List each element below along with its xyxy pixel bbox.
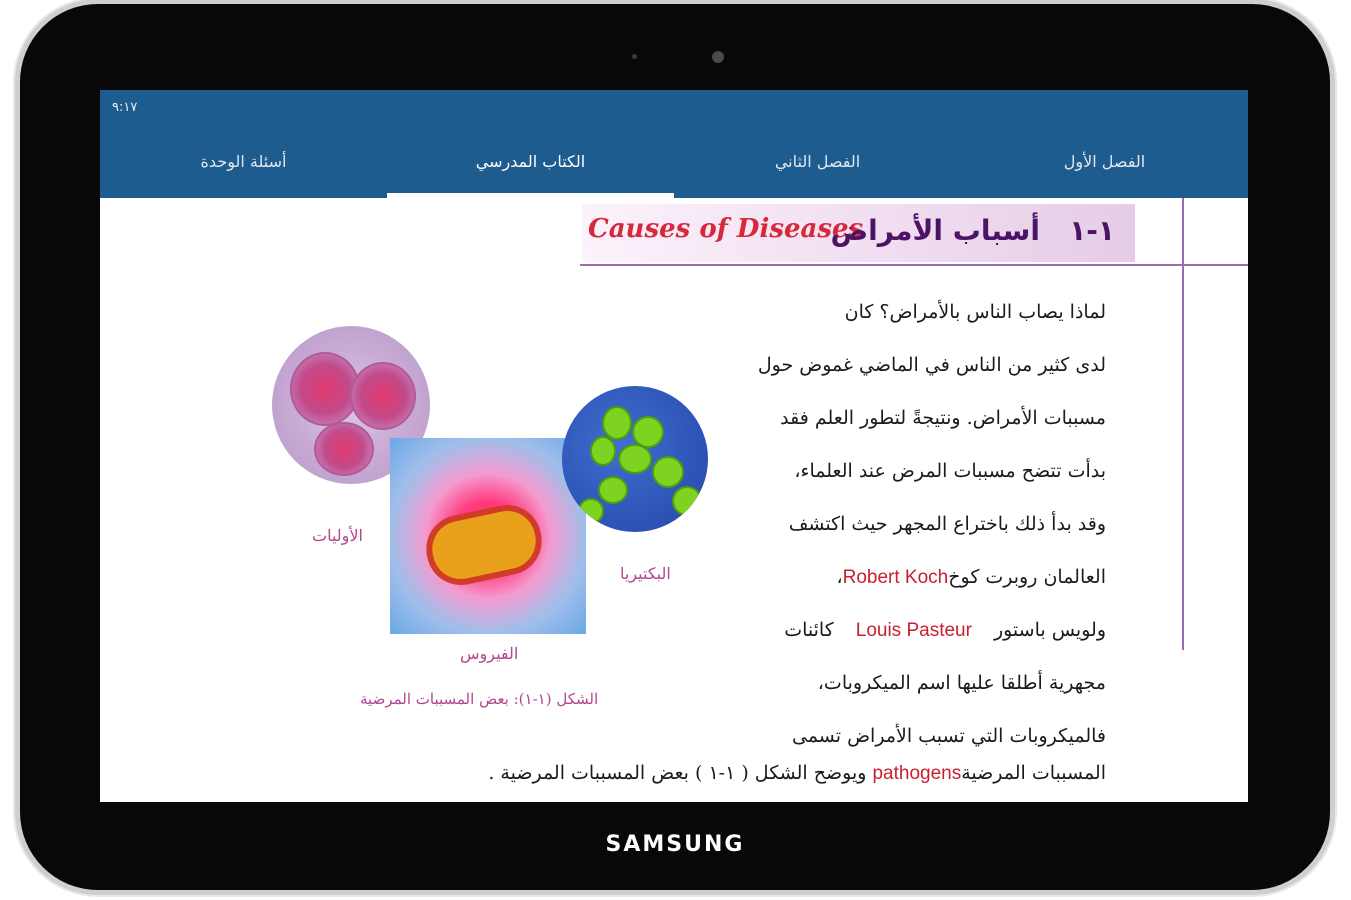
line-punct: ، [836,566,843,588]
device-brand: SAMSUNG [605,832,745,857]
screen [100,90,1248,802]
line-text: العالمان روبرت كوخ [948,566,1106,588]
paragraph-line: بدأت تتضح مسببات المرض عند العلماء، [794,460,1106,482]
lesson-header [582,204,1135,262]
active-tab-indicator [387,193,674,198]
tab-chapter-one[interactable] [961,140,1248,198]
paragraph-last-line [488,762,1106,785]
paragraph-line: لماذا يصاب الناس بالأمراض؟ كان [844,301,1106,323]
lesson-paragraph [726,286,1106,763]
tab-textbook[interactable] [387,140,674,198]
status-time: ٩:١٧ [112,100,138,115]
lesson-number: ١-١ [1069,214,1115,247]
front-camera [712,51,724,63]
paragraph-line: مجهرية أطلقا عليها اسم الميكروبات، [817,672,1106,694]
tab-chapter-two[interactable] [674,140,961,198]
tab-label: أسئلة الوحدة [200,152,287,171]
line-text: كائنات [784,619,834,641]
line-text: ويوضح الشكل ( ١-١ ) بعض المسببات المرضية . [488,762,867,784]
tab-unit-questions[interactable] [100,140,387,198]
paragraph-line: فالميكروبات التي تسبب الأمراض تسمى [791,725,1106,747]
line-text: المسببات المرضية [961,762,1106,784]
term-robert-koch: Robert Koch [842,567,949,588]
tab-label: الفصل الثاني [774,152,861,171]
term-louis-pasteur: Louis Pasteur [855,620,972,641]
paragraph-line [726,604,1106,657]
lesson-title-text: أسباب الأمراض [830,214,1040,247]
header-underline [580,264,1248,266]
tab-label: الكتاب المدرسي [475,152,586,171]
paragraph-line: وقد بدأ ذلك باختراع المجهر حيث اكتشف [788,513,1106,535]
tablet-frame [20,4,1330,890]
paragraph-line [726,551,1106,604]
label-virus: الفيروس [460,644,519,663]
label-protozoa: الأوليات [312,526,363,545]
app-header [100,90,1248,198]
lesson-title-en: Causes of Diseases [588,214,864,244]
bacteria-image [562,386,708,532]
paragraph-line: مسببات الأمراض. ونتيجةً لتطور العلم فقد [780,407,1106,429]
figure-caption: الشكل (١-١): بعض المسببات المرضية [360,690,599,708]
tab-label: الفصل الأول [1063,152,1146,171]
line-text: ولويس باستور [993,619,1106,641]
label-bacteria: البكتيريا [620,564,671,583]
sensor-dot [632,54,637,59]
paragraph-line: لدى كثير من الناس في الماضي غموض حول [757,354,1106,376]
virus-image [390,438,586,634]
lesson-title-ar [831,214,1116,247]
term-pathogens: pathogens [872,763,962,784]
